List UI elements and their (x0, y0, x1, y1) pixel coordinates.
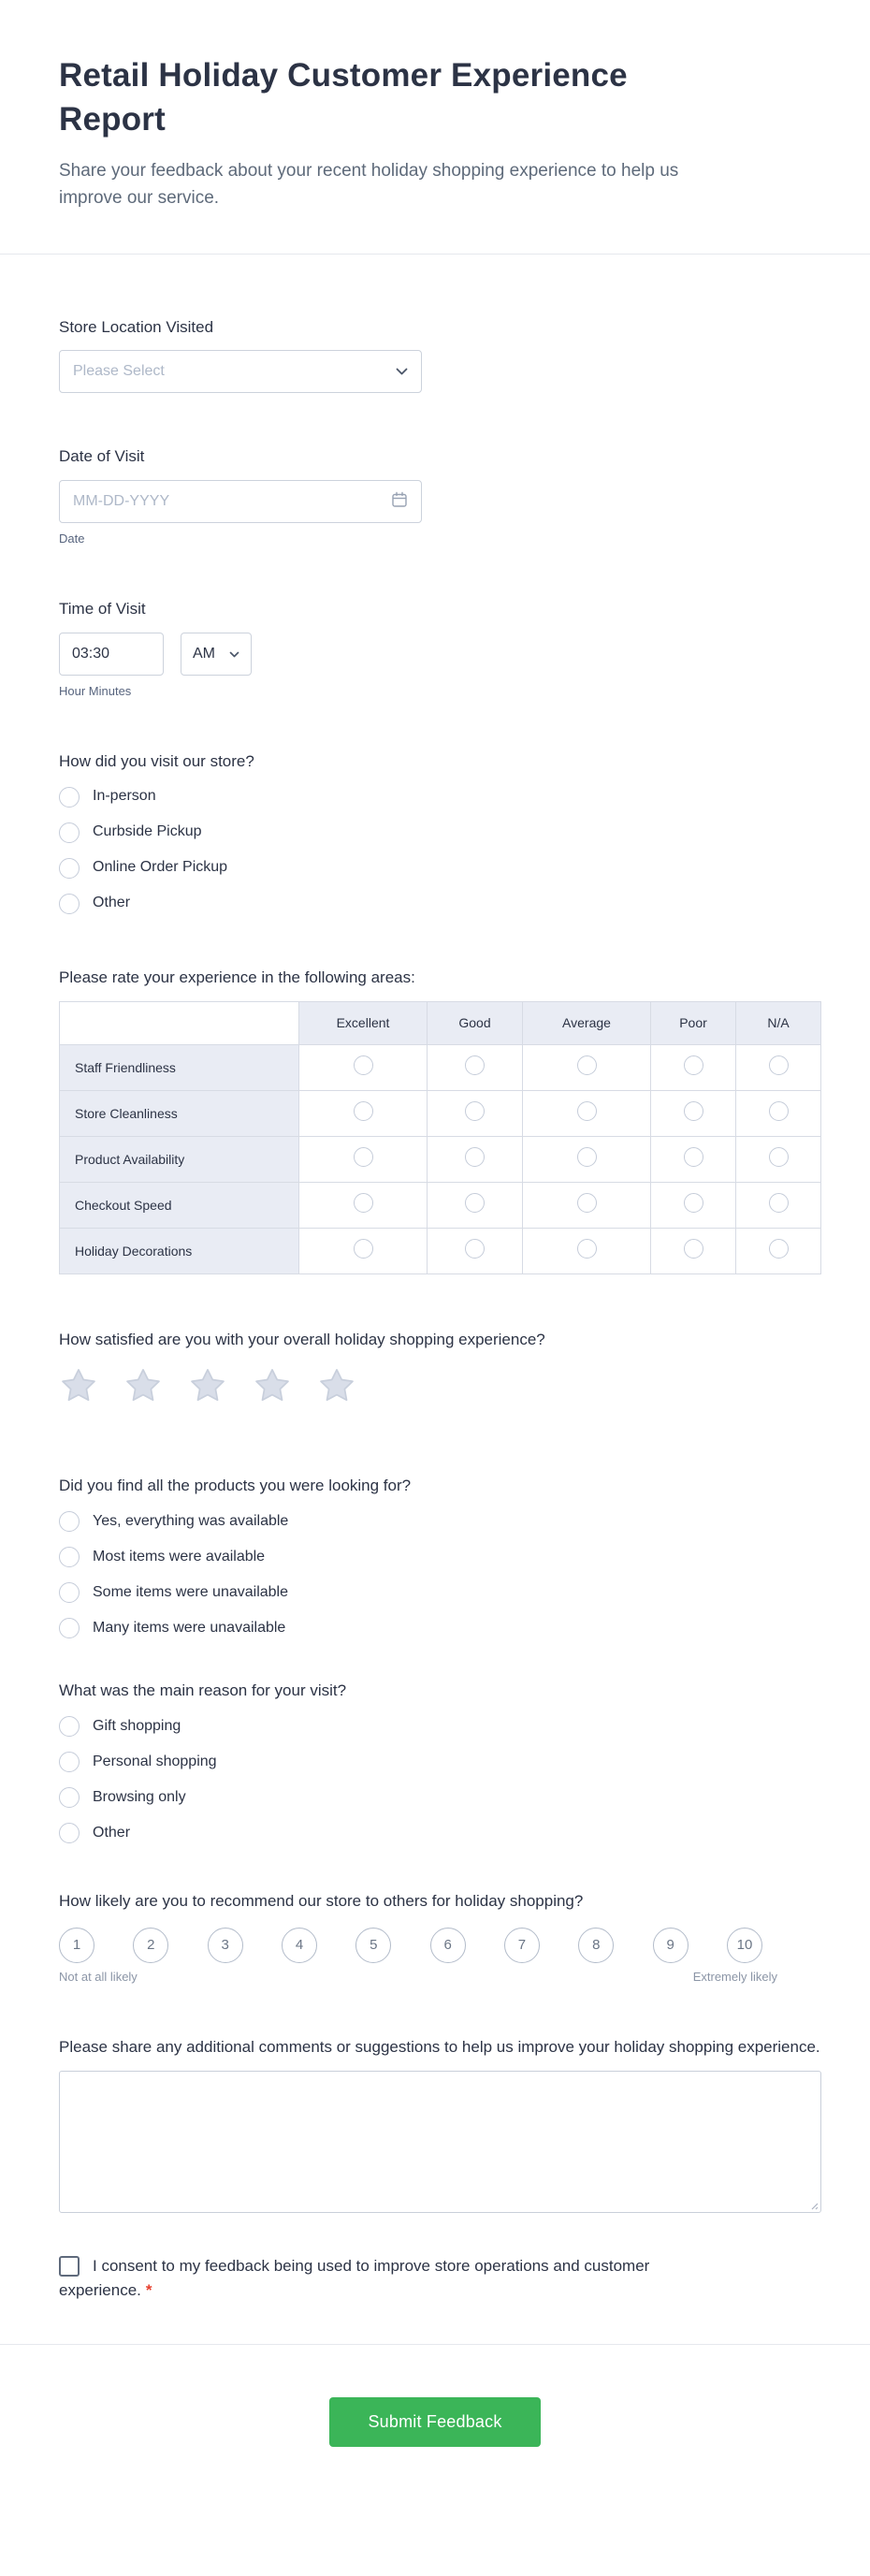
option-label: Curbside Pickup (93, 823, 202, 840)
date-of-visit-label: Date of Visit (59, 447, 145, 466)
matrix-radio[interactable] (577, 1101, 597, 1121)
option-label: Some items were unavailable (93, 1583, 288, 1600)
matrix-cell[interactable] (428, 1090, 523, 1136)
form-body (0, 255, 870, 2303)
comments-label: Please share any additional comments or suggestions to help us improve your holiday shopping experience. (59, 2037, 820, 2056)
question-visit-type (59, 750, 821, 914)
star-icon[interactable] (253, 1366, 292, 1405)
radio-button[interactable] (59, 858, 80, 879)
radio-button[interactable] (59, 1511, 80, 1532)
date-sublabel: Date (59, 531, 85, 546)
matrix-radio[interactable] (577, 1055, 597, 1075)
comments-textarea[interactable] (59, 2071, 821, 2213)
matrix-cell[interactable] (299, 1136, 428, 1182)
time-row (59, 633, 821, 676)
matrix-row (60, 1182, 821, 1228)
matrix-header-row (60, 1001, 821, 1044)
matrix-radio[interactable] (354, 1147, 373, 1167)
matrix-row (60, 1228, 821, 1273)
matrix-radio[interactable] (769, 1239, 789, 1259)
matrix-radio[interactable] (684, 1193, 703, 1213)
option-label: Most items were available (93, 1548, 266, 1565)
radio-button[interactable] (59, 1582, 80, 1603)
question-time-of-visit (59, 598, 821, 698)
matrix-col-header: Average (523, 1001, 651, 1044)
visit-reason-option[interactable] (59, 1752, 821, 1772)
submit-button[interactable]: Submit Feedback (329, 2397, 541, 2447)
comments-textarea-wrap (59, 2071, 821, 2213)
matrix-radio[interactable] (465, 1101, 485, 1121)
visit-reason-options (59, 1714, 821, 1843)
visit-reason-option[interactable] (59, 1787, 821, 1808)
recommend-scale (59, 1928, 762, 1963)
matrix-cell[interactable] (651, 1136, 736, 1182)
option-label: In-person (93, 788, 156, 805)
scale-option-3[interactable]: 3 (208, 1928, 243, 1963)
matrix-cell[interactable] (523, 1090, 651, 1136)
date-input[interactable] (73, 493, 391, 510)
visit-type-label: How did you visit our store? (59, 752, 254, 771)
time-input[interactable] (59, 633, 164, 676)
scale-option-7[interactable]: 7 (504, 1928, 540, 1963)
question-consent (59, 2254, 821, 2303)
matrix-cell[interactable] (428, 1136, 523, 1182)
question-date-of-visit (59, 445, 821, 546)
product-availability-option[interactable] (59, 1547, 821, 1567)
chevron-down-icon (396, 363, 408, 380)
option-label: Many items were unavailable (93, 1619, 286, 1636)
visit-type-option[interactable] (59, 787, 821, 808)
matrix-cell[interactable] (651, 1044, 736, 1090)
matrix-radio[interactable] (577, 1147, 597, 1167)
product-availability-label: Did you find all the products you were looking for? (59, 1477, 412, 1495)
matrix-cell[interactable] (523, 1228, 651, 1273)
store-location-label: Store Location Visited (59, 317, 214, 336)
visit-reason-option[interactable] (59, 1823, 821, 1843)
product-availability-options (59, 1509, 821, 1638)
visit-reason-label: What was the main reason for your visit? (59, 1681, 347, 1700)
product-availability-option[interactable] (59, 1618, 821, 1638)
form-title: Retail Holiday Customer Experience Report (59, 57, 628, 138)
product-availability-option[interactable] (59, 1511, 821, 1532)
matrix-col-header: Poor (651, 1001, 736, 1044)
matrix-cell[interactable] (523, 1136, 651, 1182)
matrix-row (60, 1090, 821, 1136)
recommend-label: How likely are you to recommend our store to others for holiday shopping? (59, 1892, 584, 1911)
radio-button[interactable] (59, 1716, 80, 1737)
satisfaction-label: How satisfied are you with your overall holiday shopping experience? (59, 1330, 545, 1348)
product-availability-option[interactable] (59, 1582, 821, 1603)
scale-option-5[interactable]: 5 (355, 1928, 391, 1963)
chevron-down-icon (229, 646, 239, 662)
matrix-radio[interactable] (769, 1147, 789, 1167)
radio-button[interactable] (59, 787, 80, 808)
question-comments (59, 2036, 821, 2213)
consent-checkbox[interactable] (59, 2256, 80, 2277)
matrix-cell[interactable] (651, 1182, 736, 1228)
required-asterisk: * (145, 2280, 152, 2299)
option-label: Personal shopping (93, 1753, 217, 1769)
matrix-radio[interactable] (577, 1239, 597, 1259)
scale-option-6[interactable]: 6 (430, 1928, 466, 1963)
matrix-corner-cell (60, 1001, 299, 1044)
question-rating-matrix (59, 967, 821, 1274)
matrix-col-header: Good (428, 1001, 523, 1044)
scale-option-8[interactable]: 8 (578, 1928, 614, 1963)
matrix-row (60, 1044, 821, 1090)
matrix-radio[interactable] (354, 1101, 373, 1121)
matrix-cell[interactable] (651, 1228, 736, 1273)
ampm-value: AM (193, 646, 215, 662)
matrix-radio[interactable] (354, 1193, 373, 1213)
option-label: Online Order Pickup (93, 859, 228, 876)
matrix-row (60, 1136, 821, 1182)
matrix-row-header: Checkout Speed (60, 1182, 299, 1228)
scale-max-label: Extremely likely (692, 1969, 777, 1984)
matrix-cell[interactable] (299, 1228, 428, 1273)
question-product-availability (59, 1475, 821, 1638)
resize-handle-icon[interactable] (808, 2200, 819, 2210)
matrix-cell[interactable] (736, 1182, 821, 1228)
matrix-row-header: Holiday Decorations (60, 1228, 299, 1273)
visit-type-option[interactable] (59, 858, 821, 879)
matrix-cell[interactable] (299, 1182, 428, 1228)
ampm-select[interactable] (181, 633, 252, 676)
rating-matrix-table (59, 1001, 821, 1274)
matrix-radio[interactable] (465, 1193, 485, 1213)
scale-option-1[interactable]: 1 (59, 1928, 94, 1963)
scale-option-9[interactable]: 9 (653, 1928, 689, 1963)
matrix-col-header: Excellent (299, 1001, 428, 1044)
visit-type-option[interactable] (59, 894, 821, 914)
form-footer (0, 2345, 870, 2527)
matrix-radio[interactable] (465, 1239, 485, 1259)
matrix-radio[interactable] (684, 1239, 703, 1259)
matrix-row-header: Staff Friendliness (60, 1044, 299, 1090)
matrix-radio[interactable] (684, 1101, 703, 1121)
visit-type-options (59, 785, 821, 914)
scale-option-4[interactable]: 4 (282, 1928, 317, 1963)
form-subtitle: Share your feedback about your recent holiday shopping experience to help us improve our service. (59, 160, 679, 209)
radio-button[interactable] (59, 894, 80, 914)
option-label: Other (93, 895, 131, 911)
matrix-cell[interactable] (299, 1044, 428, 1090)
matrix-cell[interactable] (428, 1182, 523, 1228)
date-input-wrap (59, 480, 422, 523)
question-store-location (59, 316, 821, 394)
radio-button[interactable] (59, 1547, 80, 1567)
star-rating (59, 1366, 821, 1405)
store-location-select[interactable] (59, 350, 422, 393)
matrix-cell[interactable] (299, 1090, 428, 1136)
consent-label: I consent to my feedback being used to improve store operations and customer experience. (59, 2256, 650, 2299)
radio-button[interactable] (59, 1787, 80, 1808)
option-label: Other (93, 1824, 131, 1841)
scale-min-label: Not at all likely (59, 1969, 138, 1984)
matrix-cell[interactable] (736, 1136, 821, 1182)
matrix-radio[interactable] (465, 1055, 485, 1075)
radio-button[interactable] (59, 1618, 80, 1638)
matrix-row-header: Product Availability (60, 1136, 299, 1182)
matrix-cell[interactable] (651, 1090, 736, 1136)
matrix-row-header: Store Cleanliness (60, 1090, 299, 1136)
radio-button[interactable] (59, 1752, 80, 1772)
matrix-cell[interactable] (736, 1228, 821, 1273)
matrix-radio[interactable] (577, 1193, 597, 1213)
star-icon[interactable] (59, 1366, 98, 1405)
option-label: Yes, everything was available (93, 1512, 289, 1529)
form-header (0, 0, 870, 254)
consent-row (59, 2254, 684, 2303)
radio-button[interactable] (59, 822, 80, 843)
matrix-radio[interactable] (769, 1055, 789, 1075)
scale-labels (59, 1970, 777, 1984)
calendar-icon[interactable] (391, 491, 408, 513)
matrix-radio[interactable] (354, 1055, 373, 1075)
radio-button[interactable] (59, 1823, 80, 1843)
matrix-cell[interactable] (428, 1228, 523, 1273)
matrix-col-header: N/A (736, 1001, 821, 1044)
time-sublabel: Hour Minutes (59, 684, 132, 699)
option-label: Gift shopping (93, 1717, 181, 1734)
matrix-radio[interactable] (769, 1101, 789, 1121)
rating-matrix-label: Please rate your experience in the following areas: (59, 968, 415, 986)
visit-type-option[interactable] (59, 822, 821, 843)
matrix-cell[interactable] (736, 1044, 821, 1090)
question-recommend (59, 1890, 821, 1984)
star-icon[interactable] (188, 1366, 227, 1405)
matrix-cell[interactable] (523, 1182, 651, 1228)
matrix-radio[interactable] (684, 1147, 703, 1167)
star-icon[interactable] (123, 1366, 163, 1405)
matrix-radio[interactable] (769, 1193, 789, 1213)
visit-reason-option[interactable] (59, 1716, 821, 1737)
question-visit-reason (59, 1680, 821, 1843)
matrix-radio[interactable] (465, 1147, 485, 1167)
matrix-cell[interactable] (428, 1044, 523, 1090)
matrix-radio[interactable] (354, 1239, 373, 1259)
question-satisfaction (59, 1329, 821, 1406)
star-icon[interactable] (317, 1366, 356, 1405)
scale-option-10[interactable]: 10 (727, 1928, 762, 1963)
scale-option-2[interactable]: 2 (133, 1928, 168, 1963)
time-of-visit-label: Time of Visit (59, 600, 146, 619)
matrix-cell[interactable] (523, 1044, 651, 1090)
option-label: Browsing only (93, 1788, 186, 1805)
matrix-radio[interactable] (684, 1055, 703, 1075)
matrix-cell[interactable] (736, 1090, 821, 1136)
store-location-placeholder: Please Select (73, 363, 165, 380)
